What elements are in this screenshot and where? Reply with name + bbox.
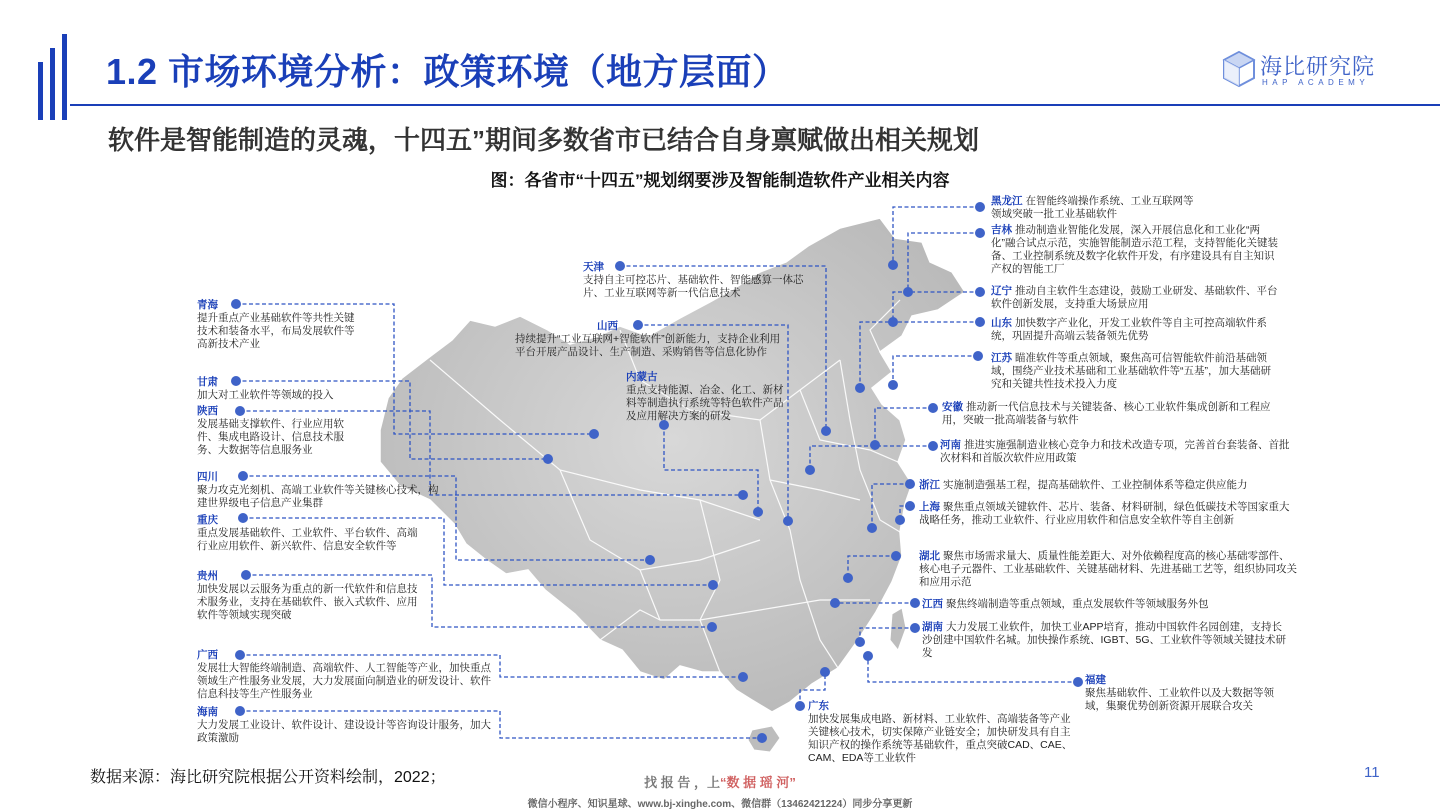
province-text: 大力发展工业软件，加快工业APP培育，推动中国软件名园创建，支持长沙创建中国软件名城。加快操作系统、IGBT、5G、工业软件等领域关键技术研发: [922, 621, 1287, 659]
province-name: 上海: [919, 501, 940, 513]
taiwan-island-shape: [890, 608, 906, 650]
province-name: 福建: [1085, 674, 1106, 686]
dot: [975, 287, 985, 297]
dot: [891, 551, 901, 561]
province-text: 聚焦终端制造等重点领域，重点发展软件等领域服务外包: [946, 598, 1209, 610]
province-name: 安徽: [942, 401, 963, 413]
dot: [928, 403, 938, 413]
province-name: 江苏: [991, 352, 1012, 364]
province-name: 河南: [940, 439, 961, 451]
label-hainan: [197, 706, 497, 745]
page-title: 1.2 市场环境分析：政策环境（地方层面）: [106, 51, 789, 92]
province-text: 聚焦重点领域关键软件、芯片、装备、材料研制，绿色低碳技术等国家重大战略任务，推动工业软件、行业应用软件和信息安全软件等自主创新: [919, 501, 1290, 526]
dot: [975, 317, 985, 327]
province-text: 推进实施强制造业核心竞争力和技术改造专项，完善首台套装备、首批次材料和首版次软件应用政策: [940, 439, 1290, 464]
label-tianjin: [583, 261, 808, 300]
province-name: 辽宁: [991, 285, 1012, 297]
label-hunan: [922, 621, 1292, 660]
dot: [795, 701, 805, 711]
watermark-highlight: “数 据 瑶 河”: [720, 775, 796, 790]
province-name: 青海: [197, 299, 218, 311]
label-henan: [940, 439, 1290, 465]
province-text: 重点发展基础软件、工业软件、平台软件、高端行业应用软件、新兴软件、信息安全软件等: [197, 527, 418, 552]
province-name: 内蒙古: [626, 371, 658, 383]
label-heilongjiang: [991, 195, 1201, 221]
province-text: 发展基础支撑软件、行业应用软件、集成电路设计、信息技术服务、大数据等信息服务业: [197, 418, 344, 456]
dot: [863, 651, 873, 661]
watermark-prefix: 找 报 告 ，上: [644, 775, 720, 790]
dot: [805, 465, 815, 475]
province-name: 山西: [597, 320, 618, 332]
province-text: 持续提升“工业互联网+智能软件”创新能力，支持企业利用平台开展产品设计、生产制造、采购销售等信息化协作: [515, 333, 781, 358]
province-text: 大力发展工业设计、软件设计、建设设计等咨询设计服务，加大政策激励: [197, 719, 491, 744]
province-text: 加快发展以云服务为重点的新一代软件和信息技术服务业，支持在基础软件、嵌入式软件、应用软件等领域实现突破: [197, 583, 418, 621]
province-name: 吉林: [991, 224, 1012, 236]
dot: [888, 260, 898, 270]
label-shandong: [991, 317, 1281, 343]
dot: [975, 228, 985, 238]
dot: [910, 623, 920, 633]
dot: [855, 637, 865, 647]
dot: [820, 667, 830, 677]
province-text: 聚焦基础软件、工业软件以及大数据等领域，集聚优势创新资源开展联合攻关: [1085, 687, 1274, 712]
label-liaoning: [991, 285, 1281, 311]
dot: [1073, 677, 1083, 687]
logo-name-cn: 海比研究院: [1260, 54, 1376, 79]
province-name: 广西: [197, 649, 218, 661]
label-shaanxi: [197, 405, 362, 457]
label-guangdong: [808, 700, 1078, 765]
province-name: 黑龙江: [991, 195, 1023, 207]
province-text: 聚力攻克光刻机、高端工业软件等关键核心技术，构建世界级电子信息产业集群: [197, 484, 439, 509]
dot: [708, 580, 718, 590]
watermark-line-1: [0, 772, 1440, 791]
dot: [757, 733, 767, 743]
label-shanxi: [515, 320, 785, 359]
province-name: 重庆: [197, 514, 218, 526]
label-guizhou: [197, 570, 422, 622]
dot: [855, 383, 865, 393]
watermark-line-2: 微信小程序、知识星球、www.bj-xinghe.com、微信群（13462421224）同步分享更新: [527, 799, 913, 810]
province-text: 瞄准软件等重点领域，聚焦高可信智能软件前沿基础领域，围绕产业技术基础和工业基础软件等“五基”，加大基础研究和关键共性技术投入力度: [991, 352, 1271, 390]
province-name: 甘肃: [197, 376, 218, 388]
province-name: 广东: [808, 700, 829, 712]
province-name: 浙江: [919, 479, 940, 491]
dot: [783, 516, 793, 526]
label-chongqing: [197, 514, 427, 553]
label-neimenggu: [626, 371, 786, 423]
label-gansu: [197, 376, 367, 402]
province-name: 湖北: [919, 550, 940, 562]
label-qinghai: [197, 299, 362, 351]
province-name: 贵州: [197, 570, 218, 582]
province-name: 湖南: [922, 621, 943, 633]
dot: [707, 622, 717, 632]
label-jiangxi: [922, 598, 1292, 611]
figure-caption: 图：各省市“十四五”规划纲要涉及智能制造软件产业相关内容: [490, 171, 950, 190]
dot: [753, 507, 763, 517]
dot: [870, 440, 880, 450]
province-name: 江西: [922, 598, 943, 610]
label-fujian: [1085, 674, 1280, 713]
dot: [867, 523, 877, 533]
page-number: 11: [1364, 764, 1380, 781]
page-subtitle: 软件是智能制造的灵魂，十四五”期间多数省市已结合自身禀赋做出相关规划: [108, 125, 980, 155]
dot: [821, 426, 831, 436]
province-text: 推动自主软件生态建设，鼓励工业研发、基础软件、平台软件创新发展，支持重大场景应用: [991, 285, 1278, 310]
dot: [905, 501, 915, 511]
dot: [543, 454, 553, 464]
dot: [888, 380, 898, 390]
dot: [738, 490, 748, 500]
province-text: 加大对工业软件等领域的投入: [197, 389, 334, 401]
province-name: 山东: [991, 317, 1012, 329]
dot: [975, 202, 985, 212]
label-guangxi: [197, 649, 497, 701]
connector-jiangsu: [893, 356, 978, 385]
label-jiangsu: [991, 352, 1281, 391]
connector-hunan: [860, 628, 915, 642]
province-text: 支持自主可控芯片、基础软件、智能感算一体芯片、工业互联网等新一代信息技术: [583, 274, 804, 299]
dot: [903, 287, 913, 297]
dot: [928, 441, 938, 451]
label-jilin: [991, 224, 1281, 276]
dot: [895, 515, 905, 525]
province-text: 实施制造强基工程，提高基础软件、工业控制体系等稳定供应能力: [943, 479, 1248, 491]
dot: [645, 555, 655, 565]
dot: [905, 479, 915, 489]
label-shanghai: [919, 501, 1297, 527]
label-hubei: [919, 550, 1299, 589]
dot: [843, 573, 853, 583]
dot: [738, 672, 748, 682]
dot: [830, 598, 840, 608]
province-text: 重点支持能源、冶金、化工、新材料等制造执行系统等特色软件产品及应用解决方案的研发: [626, 384, 784, 422]
label-zhejiang: [919, 479, 1299, 492]
label-anhui: [942, 401, 1287, 427]
province-name: 陕西: [197, 405, 218, 417]
province-text: 推动制造业智能化发展，深入开展信息化和工业化“两化”融合试点示范，实施智能制造示范工程，支持智能化关键装备、工业控制系统及数字化软件开发，有序建设具有自主知识产权的智能工厂: [991, 224, 1278, 275]
data-source: 数据来源：海比研究院根据公开资料绘制，2022；: [90, 769, 446, 786]
province-text: 提升重点产业基础软件等共性关键技术和装备水平，布局发展软件等高新技术产业: [197, 312, 355, 350]
province-name: 四川: [197, 471, 218, 483]
province-text: 聚焦市场需求量大、质量性能差距大、对外依赖程度高的核心基础零部件、核心电子元器件、工业基础软件、关键基础材料、先进基础工艺等，组织协同攻关和应用示范: [919, 550, 1297, 588]
dot: [910, 598, 920, 608]
province-name: 天津: [583, 261, 604, 273]
dot: [589, 429, 599, 439]
province-text: 加快发展集成电路、新材料、工业软件、高端装备等产业关键核心技术，切实保障产业链安全；加快研发具有自主知识产权的操作系统等基础软件，重点突破CAD、CAE、CAM、EDA等工业软件: [808, 713, 1073, 764]
province-text: 在智能终端操作系统、工业互联网等领域突破一批工业基础软件: [991, 195, 1194, 220]
dot: [888, 317, 898, 327]
province-text: 发展壮大智能终端制造、高端软件、人工智能等产业，加快重点领域生产性服务业发展，大力发展面向制造业的研发设计、软件信息科技等生产性服务业: [197, 662, 491, 700]
label-sichuan: [197, 471, 447, 510]
province-text: 加快数字产业化，开发工业软件等自主可控高端软件系统，巩固提升高端云装备领先优势: [991, 317, 1267, 342]
province-text: 推动新一代信息技术与关键装备、核心工业软件集成创新和工程应用，突破一批高端装备与软件: [942, 401, 1271, 426]
dot: [973, 351, 983, 361]
province-name: 海南: [197, 706, 218, 718]
logo-name-en: HAP ACADEMY: [1262, 78, 1370, 87]
